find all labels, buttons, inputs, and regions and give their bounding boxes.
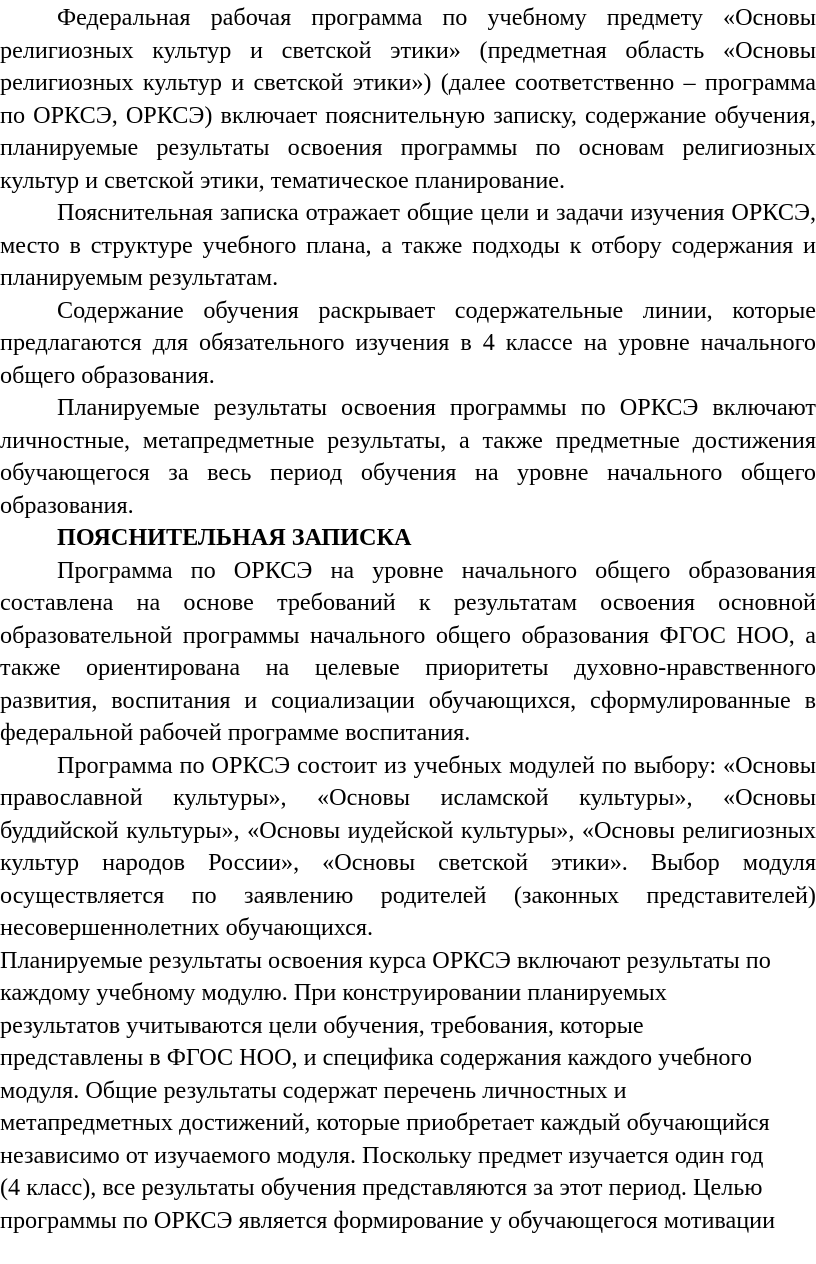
paragraph-final-line: независимо от изучаемого модуля. Поскольку предмет изучается один год (0, 1141, 764, 1169)
paragraph-final-line: результатов учитываются цели обучения, требования, которые (0, 1011, 644, 1039)
paragraph-final (0, 945, 816, 1238)
paragraph-final-line: программы по ОРКСЭ является формирование у обучающегося мотивации (0, 1206, 776, 1234)
paragraph-final-line: метапредметных достижений, которые приобретает каждый обучающийся (0, 1109, 770, 1136)
paragraph-intro-4: Планируемые результаты освоения программы по ОРКСЭ включают личностные, метапредметные результаты, а также предметные достижения обучающегося за весь период обучения на уровне начального общего образования. (0, 394, 816, 519)
paragraph-final-line: модуля. Общие результаты содержат перечень личностных и (0, 1076, 627, 1104)
paragraph-final-line: (4 класс), все результаты обучения представляются за этот период. Целью (0, 1174, 763, 1201)
section-heading: ПОЯСНИТЕЛЬНАЯ ЗАПИСКА (57, 524, 412, 551)
paragraph-final-line: Планируемые результаты освоения курса ОРКСЭ включают результаты по (0, 946, 771, 974)
paragraph-intro-3: Содержание обучения раскрывает содержательные линии, которые предлагаются для обязательного изучения в 4 классе на уровне начального общего образования. (0, 296, 816, 389)
paragraph-body-2: Программа по ОРКСЭ состоит из учебных модулей по выбору: «Основы православной культуры», «Основы исламской культуры», «Основы буддийской культуры», «Основы иудейской культуры», «Основы религиозных культур народов России», «Основы светской этики». Выбор модуля осуществляется по заявлению родителей (законных представителей) несовершеннолетних обучающихся. (0, 751, 816, 941)
paragraph-body-1: Программа по ОРКСЭ на уровне начального общего образования составлена на основе требований к результатам освоения основной образовательной программы начального общего образования ФГОС НОО, а также ориентирована на целевые приоритеты духовно-нравственного развития, воспитания и социализации обучающихся, сформулированные в федеральной рабочей программе воспитания. (0, 556, 816, 746)
paragraph-intro-2: Пояснительная записка отражает общие цели и задачи изучения ОРКСЭ, место в структуре учебного плана, а также подходы к отбору содержания и планируемым результатам. (0, 199, 816, 291)
paragraph-intro-1: Федеральная рабочая программа по учебному предмету «Основы религиозных культур и светской этики» (предметная область «Основы религиозных культур и светской этики») (далее соответственно – программа по ОРКСЭ, ОРКСЭ) включает пояснительную записку, содержание обучения, планируемые результаты освоения программы по основам религиозных культур и светской этики, тематическое планирование. (0, 4, 816, 194)
paragraph-final-line: каждому учебному модулю. При конструировании планируемых (0, 979, 667, 1006)
paragraph-final-line: представлены в ФГОС НОО, и специфика содержания каждого учебного (0, 1044, 752, 1071)
